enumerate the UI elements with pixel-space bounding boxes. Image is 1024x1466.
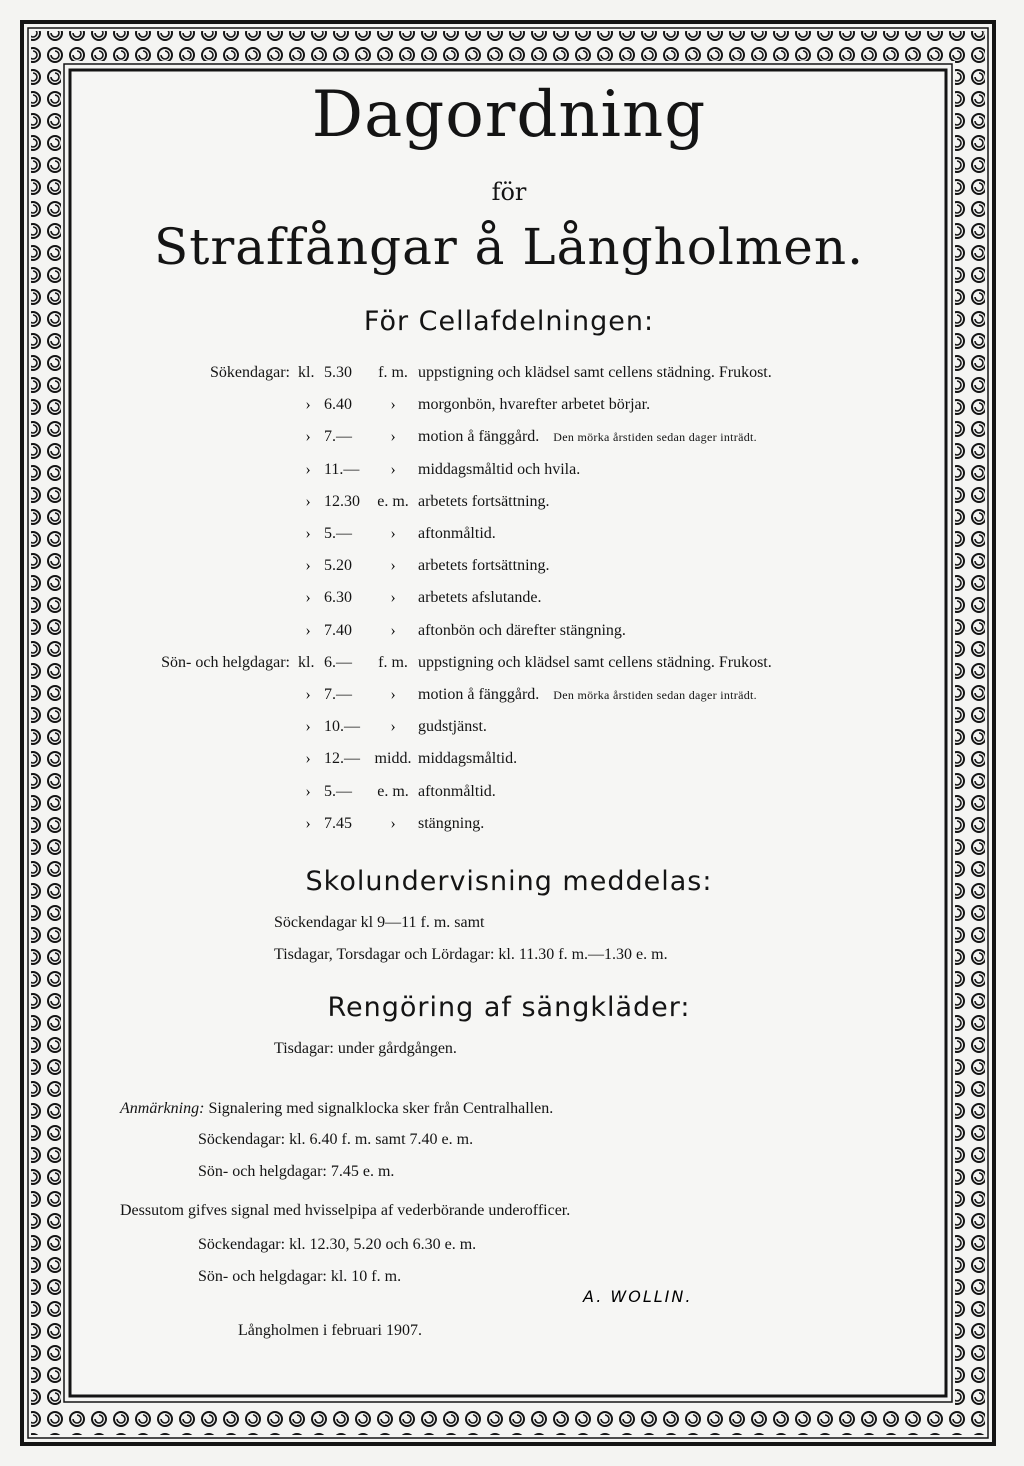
schedule-time: 5.20: [324, 557, 352, 575]
schedule-unit: midd.: [374, 750, 412, 768]
schedule-unit: ›: [390, 718, 396, 736]
schedule-activity-text: uppstigning och klädsel samt cellens städning. Frukost.: [418, 364, 772, 381]
remarks-line-6: Sön- och helgdagar: kl. 10 f. m.: [198, 1268, 402, 1285]
schedule-activity-text: motion å fänggård.: [418, 686, 540, 703]
schedule-activity-text: uppstigning och klädsel samt cellens städning. Frukost.: [418, 653, 772, 671]
schedule-time: 12.30: [324, 492, 360, 510]
schedule-activity: [418, 364, 772, 382]
ditto-mark: ›: [305, 492, 311, 510]
schedule-activity: [418, 750, 517, 768]
schedule-unit: ›: [390, 525, 396, 542]
schedule-time: 6.40: [324, 396, 352, 414]
schedule-time: 6.—: [324, 653, 352, 671]
bedding-heading: Rengöring af sängkläder:: [327, 992, 691, 1023]
ditto-mark: ›: [305, 525, 311, 542]
weekdays-label: Sökendagar:: [210, 364, 290, 381]
schedule-time: 11.—: [324, 460, 360, 478]
schedule-time: 5.—: [324, 525, 352, 542]
schedule-activity-text: aftonbön och därefter stängning.: [418, 621, 626, 639]
signature: A. WOLLIN.: [583, 1287, 693, 1306]
schedule-time: 12.—: [324, 750, 360, 768]
notice-content: [74, 74, 944, 1394]
schedule-activity: [418, 396, 650, 414]
schedule-unit: f. m.: [378, 653, 408, 671]
schedule-activity: [418, 815, 484, 833]
ditto-mark: ›: [305, 782, 311, 800]
remarks-line-1: Signalering med signalklocka sker från Centralhallen.: [208, 1100, 554, 1117]
schedule-activity: [418, 718, 487, 736]
remarks-block: [120, 1100, 553, 1118]
schedule-activity: [418, 686, 757, 704]
schedule-unit: ›: [390, 428, 396, 446]
schedule-activity: [418, 654, 772, 672]
page-subtitle: Straffångar å Långholmen.: [153, 218, 864, 276]
schedule-activity: [418, 622, 626, 640]
ditto-mark: ›: [305, 621, 311, 639]
schedule-activity: [418, 493, 550, 511]
schedule-activity: [418, 589, 542, 607]
schedule-time: 7.45: [324, 814, 352, 832]
schedule-unit: ›: [390, 686, 396, 703]
school-line-1: Söckendagar kl 9—11 f. m. samt: [274, 914, 485, 931]
ditto-mark: ›: [305, 428, 311, 446]
schedule-unit: ›: [390, 589, 396, 607]
ditto-mark: ›: [305, 396, 311, 414]
schedule-time: 5.—: [324, 782, 352, 800]
schedule-activity-text: aftonmåltid.: [418, 782, 496, 800]
kl-label: kl.: [298, 653, 315, 671]
schedule-unit: f. m.: [378, 364, 408, 381]
bedding-line-1: Tisdagar: under gårdgången.: [274, 1040, 457, 1057]
schedule-unit: ›: [390, 814, 396, 832]
schedule-activity-text: motion å fänggård.: [418, 428, 540, 446]
school-heading: Skolundervisning meddelas:: [305, 866, 713, 897]
ditto-mark: ›: [305, 750, 311, 768]
holidays-label: Sön- och helgdagar:: [161, 653, 290, 671]
schedule-activity-text: arbetets afslutande.: [418, 589, 542, 607]
schedule-note: Den mörka årstiden sedan dager inträdt.: [553, 688, 757, 702]
schedule-unit: ›: [390, 460, 396, 478]
schedule-unit: ›: [390, 621, 396, 639]
schedule-activity-text: arbetets fortsättning.: [418, 557, 550, 575]
schedule-time: 5.30: [324, 364, 352, 381]
schedule-activity: [418, 428, 757, 446]
title-for: för: [491, 178, 527, 206]
remarks-line-2: Söckendagar: kl. 6.40 f. m. samt 7.40 e. m.: [198, 1131, 474, 1148]
ditto-mark: ›: [305, 718, 311, 736]
ditto-mark: ›: [305, 557, 311, 575]
ditto-mark: ›: [305, 686, 311, 703]
schedule-activity-text: gudstjänst.: [418, 718, 487, 736]
schedule-unit: e. m.: [377, 782, 409, 800]
cell-section-heading: För Cellafdelningen:: [363, 306, 655, 337]
schedule-activity: [418, 525, 496, 543]
schedule-activity-text: middagsmåltid.: [418, 750, 518, 768]
schedule-activity: [418, 557, 550, 575]
ditto-mark: ›: [305, 460, 311, 478]
ditto-mark: ›: [305, 589, 311, 607]
remarks-line-3: Sön- och helgdagar: 7.45 e. m.: [198, 1163, 395, 1180]
schedule-unit: ›: [390, 557, 396, 575]
schedule-activity-text: arbetets fortsättning.: [418, 492, 550, 510]
schedule-unit: e. m.: [377, 492, 409, 510]
schedule-time: 6.30: [324, 589, 352, 607]
place-date: Långholmen i februari 1907.: [238, 1322, 422, 1339]
page-title: Dagordning: [311, 78, 707, 152]
schedule-time: 7.—: [324, 428, 352, 446]
schedule-activity: [418, 461, 580, 479]
schedule-unit: ›: [390, 396, 396, 414]
schedule-time: 7.40: [324, 621, 352, 639]
schedule-activity-text: aftonmåltid.: [418, 525, 496, 542]
schedule-time: 10.—: [324, 718, 360, 736]
kl-label: kl.: [298, 364, 315, 381]
schedule-activity-text: morgonbön, hvarefter arbetet börjar.: [418, 396, 651, 414]
remarks-label: Anmärkning:: [120, 1100, 205, 1117]
remarks-line-5: Söckendagar: kl. 12.30, 5.20 och 6.30 e. m.: [198, 1236, 477, 1253]
schedule-activity-text: stängning.: [418, 814, 485, 832]
schedule-activity-text: middagsmåltid och hvila.: [418, 460, 581, 478]
remarks-line-4: Dessutom gifves signal med hvisselpipa af vederbörande underofficer.: [120, 1202, 571, 1219]
ditto-mark: ›: [305, 814, 311, 832]
school-line-2: Tisdagar, Torsdagar och Lördagar: kl. 11.30 f. m.—1.30 e. m.: [274, 946, 668, 963]
schedule-time: 7.—: [324, 686, 352, 703]
schedule-note: Den mörka årstiden sedan dager inträdt.: [553, 430, 757, 445]
schedule-activity: [418, 783, 496, 801]
